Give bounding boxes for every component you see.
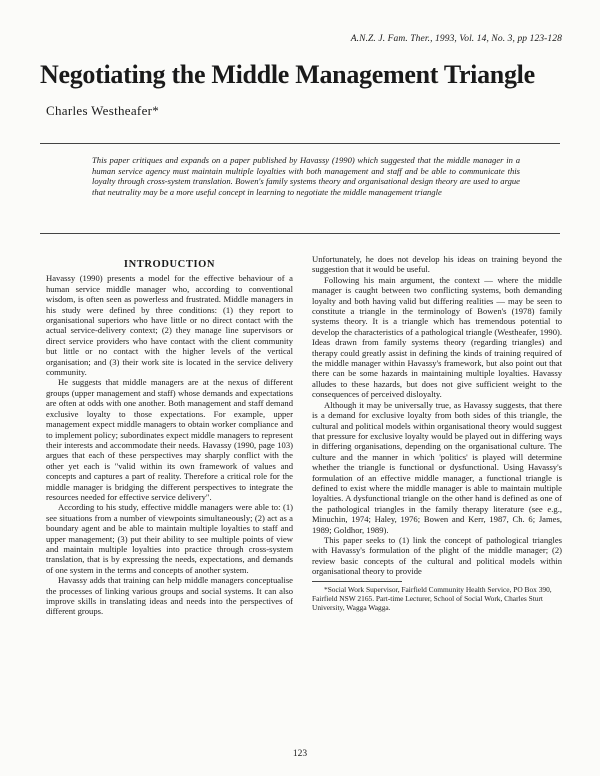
left-column — [46, 260, 293, 617]
abstract: This paper critiques and expands on a paper published by Havassy (1990) which suggested that the middle manager in a human service agency must maintain multiple loyalties with both management and staff and be able to communicate this loyalty through cross-system translation. Bowen's family systems theory and organisational design theory are used to argue that neutrality may be a more useful concept in learning to negotiate the middle management triangle — [92, 155, 520, 197]
body-paragraph: Following his main argument, the context — where the middle manager is caught between two conflicting systems, both demanding loyalty and both having valid but differing realities — may be seen to constitute a triangle in the terminology of Bowen's (1978) family systems theory. It is a triangle which has tremendous potential to develop the characteristics of a pathological triangle (Westheafer, 1990). Ideas drawn from family systems theory (regarding triangles) and therapy could greatly assist in defining the kinds of training required of the middle manager within Havassy's framework, but also point out that there can be some hazards in maintaining multiple loyalties. Havassy alludes to these hazards, but does not give sufficient weight to the consequences of perceived disloyalty. — [312, 274, 562, 400]
footnote: *Social Work Supervisor, Fairfield Community Health Service, PO Box 390, Fairfield NSW 2165. Part-time Lecturer, School of Social Work, Charles Sturt University, Wagga Wagga. — [312, 584, 552, 612]
abstract-rule-top — [40, 143, 560, 144]
author-name: Charles Westheafer* — [46, 103, 160, 118]
body-paragraph: Although it may be universally true, as Havassy suggests, that there is a demand for exclusive loyalty from both sides of this triangle, the cultural and political models within organisational theory would suggest that pressure for exclusive loyalty would be played out in differing ways in differing organisations, depending on the organisational culture. The culture and the manner in which 'politics' is played will determine whether the triangle is functional or dysfunctional. Using Havassy's formulation of an effective middle manager, a functional triangle is defined to exist where the middle manager is able to maintain multiple loyalties. A dysfunctional triangle on the other hand is defined as one of the pathological triangles in the family therapy literature (see e.g., Minuchin, 1974; Haley, 1976; Bowen and Kerr, 1987, Ch. 6; James, 1989; Goldhor, 1989). — [312, 399, 562, 535]
footnote-rule — [312, 581, 402, 582]
body-paragraph: According to his study, effective middle managers were able to: (1) see situations from a number of viewpoints simultaneously; (2) act as a boundary agent and be able to maintain multiple loyalties to staff and upper management; (3) put their ability to see multiple points of view and maintain multiple loyalties into practice through cross-system translation, that is by expressing the needs, expectations, and demands of one system in the terms and concepts of another system. — [46, 502, 293, 575]
body-paragraph: Havassy adds that training can help middle managers conceptualise the processes of linking various groups and social systems. It can also improve skills in translating ideas and needs into the perspectives of different groups. — [46, 575, 293, 617]
page-number: 123 — [292, 749, 308, 759]
body-paragraph: He suggests that middle managers are at the nexus of different groups (upper management and staff) whose demands and expectations are often at odds with one another. Both management and staff demand exclusive loyalty to those expectations. For example, upper management expect middle managers to obtain worker compliance and to implement policy; subordinates expect middle managers to represent their interests and accommodate their needs. Havassy (1990, page 103) argues that each of these perspectives may sharply conflict with the other yet each is "valid within its own framework of values and concepts and captures a part of reality. Therefore a critical role for the middle manager is bridging the different perspectives to integrate the resources needed for effective service delivery". — [46, 377, 293, 502]
body-paragraph: This paper seeks to (1) link the concept of pathological triangles with Havassy's formulation of the plight of the middle manager; (2) review basic concepts of the cultural and political models within organisational theory to provide — [312, 534, 562, 577]
abstract-rule-bottom — [40, 233, 560, 234]
running-head: A.N.Z. J. Fam. Ther., 1993, Vol. 14, No. 3, pp 123-128 — [350, 34, 562, 44]
body-paragraph: Havassy (1990) presents a model for the effective behaviour of a human service middle manager who, according to conventional wisdom, is often seen as powerless and frustrated. Middle managers in his study were defined by three conditions: (1) they report to organisational superiors who have little or no direct contact with the actual service-delivery context; (2) they manage line supervisors or direct service providers who have contact with the client community but little or no contact with the higher levels of the vertical organisation; and (3) their work site is located in the service delivery community. — [46, 273, 293, 378]
right-column — [312, 254, 562, 612]
section-heading-introduction: INTRODUCTION — [123, 259, 216, 270]
paper-title: Negotiating the Middle Management Triangle — [40, 60, 535, 89]
body-paragraph: Unfortunately, he does not develop his ideas on training beyond the suggestion that it would be useful. — [312, 254, 562, 275]
